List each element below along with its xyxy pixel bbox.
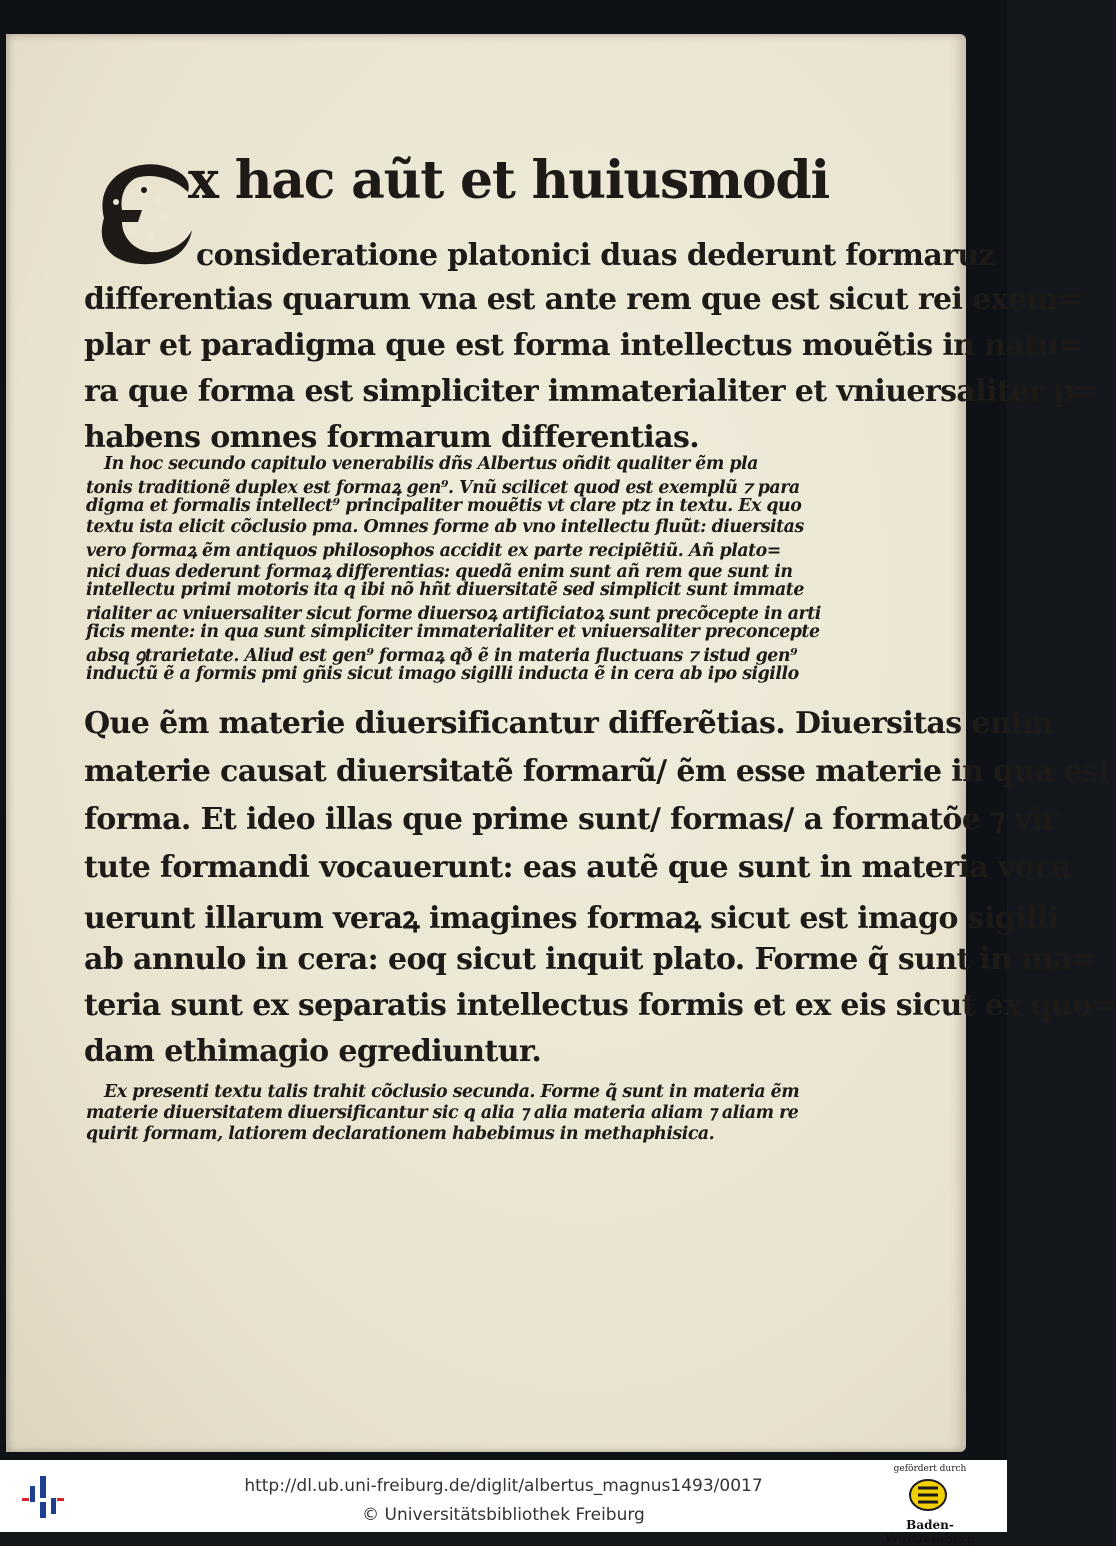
commentary-line: absq ꝯtrarietate. Aliud est gen⁹ formaꝝ qð ẽ in materia fluctuans ⁊ istud gen⁹ bbox=[86, 646, 798, 666]
sponsor-block bbox=[870, 1464, 990, 1546]
commentary-line: intellectu primi motoris ita q ibi nõ hñt diuersitatẽ sed simplicit sunt immate bbox=[86, 580, 804, 600]
commentary-line: tonis traditionẽ duplex est formaꝝ gen⁹. Vnũ scilicet quod est exemplũ ⁊ para bbox=[86, 478, 800, 498]
text-line: differentias quarum vna est ante rem que est sicut rei exem= bbox=[84, 282, 1083, 317]
text-line: Que ẽm materie diuersificantur differẽtias. Diuersitas enim bbox=[84, 706, 1054, 741]
text-line: forma. Et ideo illas que prime sunt/ formas/ a formatõe ⁊ vir bbox=[84, 802, 1058, 837]
decorated-initial-e-icon bbox=[84, 158, 194, 266]
text-line: plar et paradigma que est forma intellectus mouẽtis in natu= bbox=[84, 328, 1084, 363]
commentary-line: inductũ ẽ a formis pmi gñis sicut imago sigilli inducta ẽ in cera ab ipo sigillo bbox=[86, 664, 799, 684]
sponsor-name: Baden-Württemberg bbox=[884, 1518, 976, 1546]
copyright-text: © Universitätsbibliothek Freiburg bbox=[362, 1505, 645, 1525]
commentary-line: quirit formam, latiorem declarationem habebimus in methaphisica. bbox=[86, 1124, 715, 1144]
text-line: teria sunt ex separatis intellectus formis et ex eis sicut ex quo= bbox=[84, 988, 1116, 1023]
state-coat-of-arms-icon bbox=[908, 1478, 948, 1512]
text-line: ra que forma est simpliciter immaterialiter et vniuersaliter p= bbox=[84, 374, 1099, 409]
text-line: habens omnes formarum differentias. bbox=[84, 420, 700, 455]
text-line: consideratione platonici duas dederunt formaruz bbox=[196, 238, 996, 273]
permalink-url[interactable]: http://dl.ub.uni-freiburg.de/diglit/albertus_magnus1493/0017 bbox=[244, 1476, 763, 1496]
commentary-line: materie diuersitatem diuersificantur sic q alia ⁊ alia materia aliam ⁊ aliam re bbox=[86, 1103, 799, 1123]
text-line: dam ethimagio egrediuntur. bbox=[84, 1034, 542, 1069]
commentary-line: ficis mente: in qua sunt simpliciter immaterialiter et vniuersaliter preconcepte bbox=[86, 622, 820, 642]
heading-line: x hac aũt et huiusmodi bbox=[188, 150, 830, 211]
commentary-line: In hoc secundo capitulo venerabilis dñs Albertus oñdit qualiter ẽm pla bbox=[104, 454, 758, 474]
footer-bar bbox=[0, 1460, 1007, 1546]
sponsor-caption: gefördert durch bbox=[893, 1464, 967, 1474]
commentary-line: Ex presenti textu talis trahit cõclusio secunda. Forme q̃ sunt in materia ẽm bbox=[104, 1082, 800, 1102]
text-line: ab annulo in cera: eoq sicut inquit plato. Forme q̃ sunt in ma= bbox=[84, 942, 1097, 977]
commentary-line: digma et formalis intellect⁹ principaliter mouẽtis vt clare ptz in textu. Ex quo bbox=[86, 496, 802, 516]
text-line: uerunt illarum veraꝝ imagines formaꝝ sicut est imago sigilli bbox=[84, 901, 1059, 936]
commentary-line: nici duas dederunt formaꝝ differentias: quedã enim sunt añ rem que sunt in bbox=[86, 562, 793, 582]
commentary-line: vero formaꝝ ẽm antiquos philosophos accidit ex parte recipiẽtiũ. Añ plato= bbox=[86, 541, 781, 561]
commentary-line: rialiter ac vniuersaliter sicut forme diuersoꝝ artificiatoꝝ sunt precõcepte in arti bbox=[86, 604, 821, 624]
commentary-line: textu ista elicit cõclusio pma. Omnes forme ab vno intellectu fluũt: diuersitas bbox=[86, 517, 804, 537]
text-line: tute formandi vocauerunt: eas autẽ que sunt in materia voca bbox=[84, 850, 1071, 885]
text-line: materie causat diuersitatẽ formarũ/ ẽm esse materie in qua est bbox=[84, 754, 1112, 789]
